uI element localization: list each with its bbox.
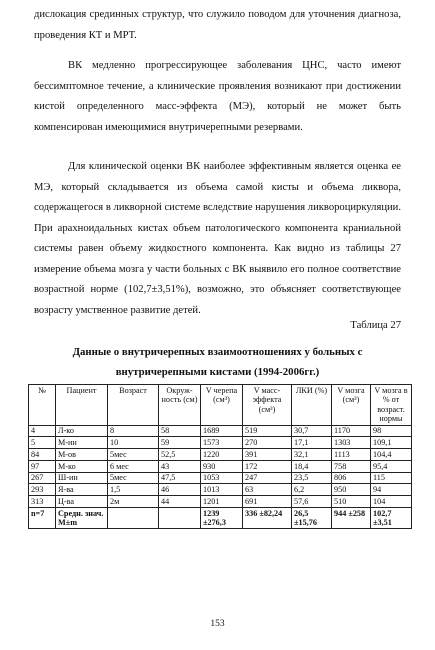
cell-mass-effect-volume: 691 [243,496,292,508]
table-row [29,437,412,449]
cell-skull-volume: 1220 [201,449,243,461]
cell-mass-effect-volume: 519 [243,425,292,437]
cell-patient: М-ко [56,460,108,472]
cell-circumference: 58 [159,425,201,437]
header-number: № [29,385,56,426]
cell-brain-volume: 758 [332,460,371,472]
cell-patient: Ш-ин [56,472,108,484]
cell-skull-volume: 1013 [201,484,243,496]
cell-brain-volume: 1170 [332,425,371,437]
header-brain-volume: V мозга (см³) [332,385,371,426]
header-circumference: Окруж-ность (см) [159,385,201,426]
cell-mean-brain-volume: 944 ±258 [332,508,371,529]
cell-brain-volume-percent: 95,4 [371,460,412,472]
cell-mean-label: Средн. знач. M±m [56,508,108,529]
cell-circumference: 44 [159,496,201,508]
cell-brain-volume: 950 [332,484,371,496]
paragraph-1: дислокация срединных структур, что служило поводом для уточнения диагноза, проведения КТ и МРТ. [34,9,401,41]
cell-lki: 17,1 [292,437,332,449]
cell-skull-volume: 1201 [201,496,243,508]
cell-lki: 32,1 [292,449,332,461]
cell-patient: Ц-ва [56,496,108,508]
table-row [29,425,412,437]
cell-brain-volume-percent: 98 [371,425,412,437]
cell-age: 10 [108,437,159,449]
table-row [29,472,412,484]
cell-mean-mass-effect: 336 ±82,24 [243,508,292,529]
cell-mass-effect-volume: 172 [243,460,292,472]
cell-circumference: 59 [159,437,201,449]
cell-mass-effect-volume: 247 [243,472,292,484]
table-row [29,496,412,508]
header-mass-effect-volume: V масс-эффекта (см³) [243,385,292,426]
cell-age: 8 [108,425,159,437]
cell-circumference: 47,5 [159,472,201,484]
cell-brain-volume-percent: 104 [371,496,412,508]
header-skull-volume: V черепа (см³) [201,385,243,426]
header-lki: ЛКИ (%) [292,385,332,426]
header-age: Возраст [108,385,159,426]
cell-number: 293 [29,484,56,496]
cell-patient: М-ин [56,437,108,449]
cell-empty [159,508,201,529]
cell-number: 84 [29,449,56,461]
cell-patient: М-ов [56,449,108,461]
cell-skull-volume: 1053 [201,472,243,484]
cell-mass-effect-volume: 270 [243,437,292,449]
table-row [29,449,412,461]
paragraph-3: Для клинической оценки ВК наиболее эффективным является оценка ее МЭ, который складывается из объема самой кисты и объема ликвора, содержащегося в ликворной системе вследствие нарушения ликвороциркуляции. При арахноидальных кистах объем патологического компонента краниальной системы равен объему жидкостного компонента. Как видно из таблицы 27 измерение объема мозга у части больных с ВК выявило его полное соответствие возрастной норме (102,7±3,51%), возможно, это объясняет соответствующее возрасту умственное развитие детей. [34,161,401,316]
cell-age: 5мес [108,472,159,484]
cell-patient: Я-ва [56,484,108,496]
page-number: 153 [210,619,225,629]
table-row [29,484,412,496]
cell-skull-volume: 1573 [201,437,243,449]
paragraph-2: ВК медленно прогрессирующее заболевания ЦНС, часто имеют бессимптомное течение, а клинические проявления возникают при достижении кистой определенного масс-эффекта (МЭ), который не может быть компенсирован имеющимися внутричерепными резервами. [34,60,401,133]
cell-brain-volume: 1303 [332,437,371,449]
cell-brain-volume-percent: 94 [371,484,412,496]
cell-brain-volume: 1113 [332,449,371,461]
table-row [29,460,412,472]
cell-skull-volume: 1689 [201,425,243,437]
header-brain-volume-percent: V мозга в % от возраст. нормы [371,385,412,426]
cell-brain-volume: 510 [332,496,371,508]
cell-circumference: 43 [159,460,201,472]
cell-lki: 30,7 [292,425,332,437]
cell-count: n=7 [29,508,56,529]
cell-skull-volume: 930 [201,460,243,472]
cell-brain-volume-percent: 115 [371,472,412,484]
cell-brain-volume-percent: 109,1 [371,437,412,449]
cell-brain-volume-percent: 104,4 [371,449,412,461]
cell-lki: 6,2 [292,484,332,496]
table-header-row [29,385,412,426]
cell-mean-brain-percent: 102,7 ±3,51 [371,508,412,529]
cell-age: 6 мес [108,460,159,472]
cell-patient: Л-ко [56,425,108,437]
data-table [28,384,412,529]
cell-age: 2м [108,496,159,508]
cell-number: 4 [29,425,56,437]
cell-number: 313 [29,496,56,508]
cell-mass-effect-volume: 391 [243,449,292,461]
cell-lki: 57,6 [292,496,332,508]
cell-number: 267 [29,472,56,484]
cell-lki: 23,5 [292,472,332,484]
cell-age: 1,5 [108,484,159,496]
cell-number: 97 [29,460,56,472]
cell-brain-volume: 806 [332,472,371,484]
cell-empty [108,508,159,529]
table-summary-row [29,508,412,529]
cell-mass-effect-volume: 63 [243,484,292,496]
table-number: Таблица 27 [350,320,401,331]
cell-lki: 18,4 [292,460,332,472]
cell-circumference: 52,5 [159,449,201,461]
cell-circumference: 46 [159,484,201,496]
cell-mean-lki: 26,5 ±15,76 [292,508,332,529]
cell-number: 5 [29,437,56,449]
table-title: Данные о внутричерепных взаимоотношениях у больных с внутричерепными кистами (1994-2006гг.) [72,346,363,378]
header-patient: Пациент [56,385,108,426]
cell-age: 5мес [108,449,159,461]
cell-mean-skull-volume: 1239 ±276,3 [201,508,243,529]
